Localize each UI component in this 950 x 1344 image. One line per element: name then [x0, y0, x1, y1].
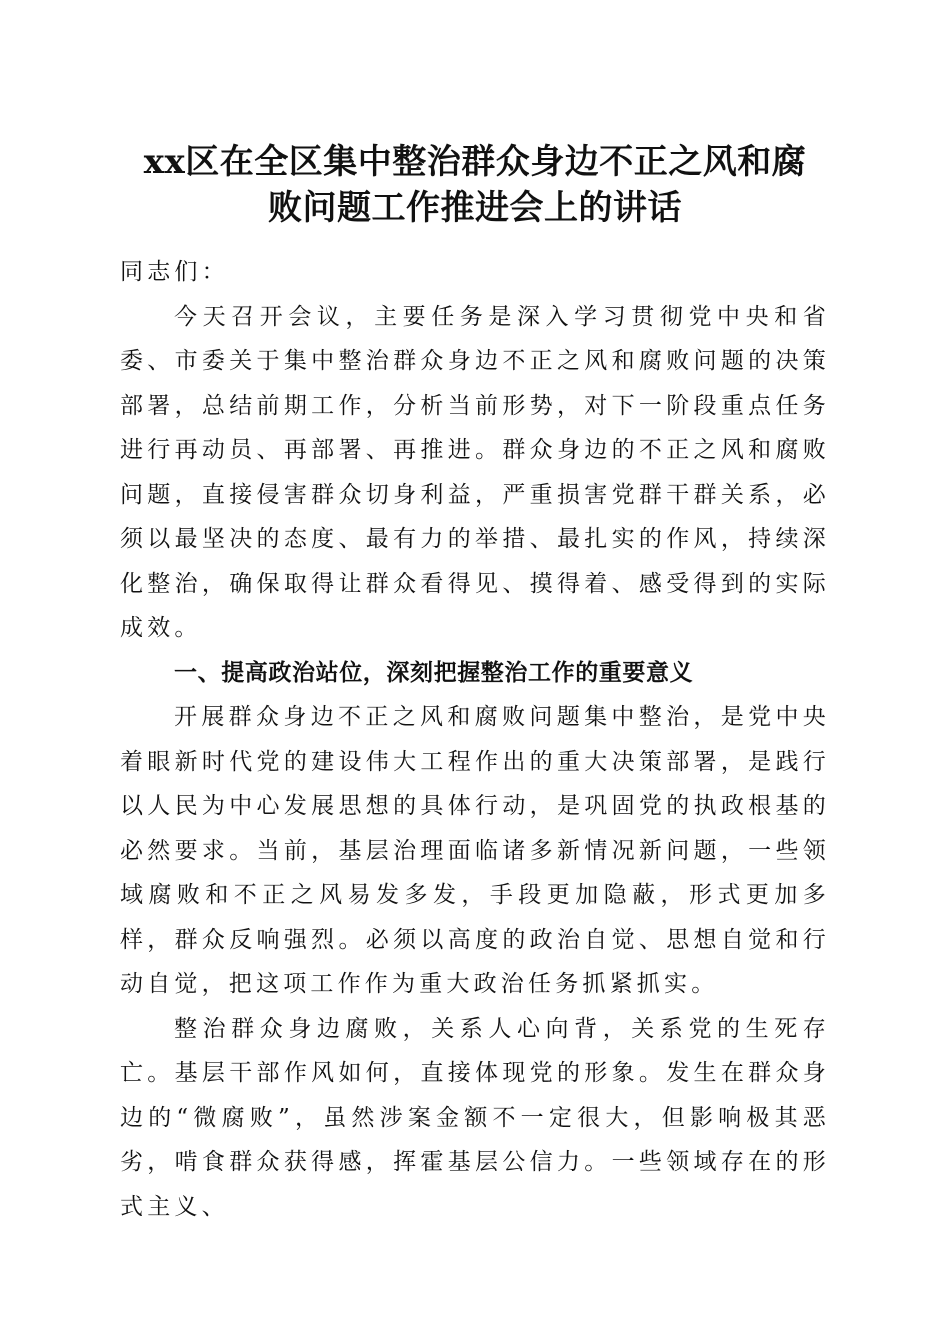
document-title-line-1: xx区在全区集中整治群众身边不正之风和腐: [143, 142, 807, 182]
document-title-line-2: 败问题工作推进会上的讲话: [268, 188, 682, 228]
document-body: [120, 250, 830, 1229]
paragraph-3: 整治群众身边腐败，关系人心向背，关系党的生死存亡。基层干部作风如何，直接体现党的形象。发生在群众身边的“微腐败”，虽然涉案金额不一定很大，但影响极其恶劣，啃食群众获得感，挥霍基层公信力。一些领域存在的形式主义、: [120, 1015, 830, 1220]
paragraph-2: 开展群众身边不正之风和腐败问题集中整治，是党中央着眼新时代党的建设伟大工程作出的重大决策部署，是践行以人民为中心发展思想的具体行动，是巩固党的执政根基的必然要求。当前，基层治理面临诸多新情况新问题，一些领域腐败和不正之风易发多发，手段更加隐蔽，形式更加多样，群众反响强烈。必须以高度的政治自觉、思想自觉和行动自觉，把这项工作作为重大政治任务抓紧抓实。: [120, 704, 830, 997]
paragraph-1: 今天召开会议，主要任务是深入学习贯彻党中央和省委、市委关于集中整治群众身边不正之风和腐败问题的决策部署，总结前期工作，分析当前形势，对下一阶段重点任务进行再动员、再部署、再推进。群众身边的不正之风和腐败问题，直接侵害群众切身利益，严重损害党群干群关系，必须以最坚决的态度、最有力的举措、最扎实的作风，持续深化整治，确保取得让群众看得见、摸得着、感受得到的实际成效。: [120, 303, 830, 641]
section-heading-1: 一、提高政治站位，深刻把握整治工作的重要意义: [174, 659, 694, 686]
salutation: 同志们：: [120, 259, 229, 285]
